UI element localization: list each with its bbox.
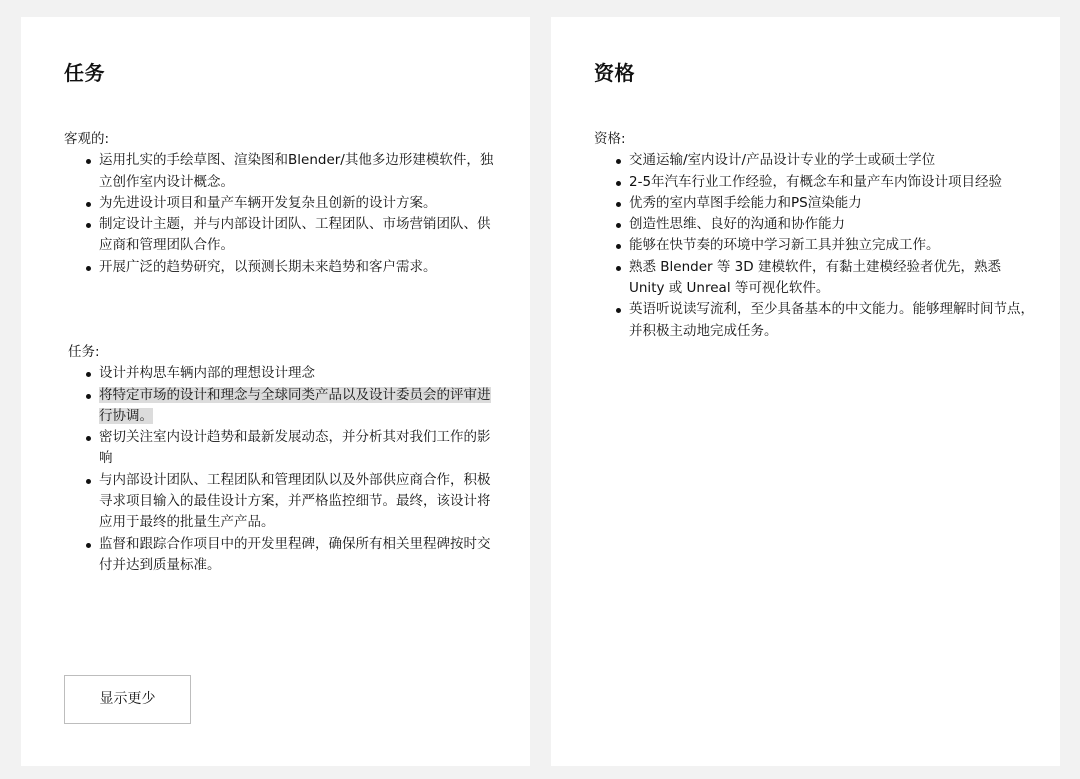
highlighted-text: 将特定市场的设计和理念与全球同类产品以及设计委员会的评审进行协调。 xyxy=(99,386,491,424)
list-item: 制定设计主题，并与内部设计团队、工程团队、市场营销团队、供应商和管理团队合作。 xyxy=(99,214,494,257)
responsibilities-card xyxy=(21,17,530,766)
list-item: 设计并构思车辆内部的理想设计理念 xyxy=(99,363,498,384)
list-item: 英语听说读写流利，至少具备基本的中文能力。能够理解时间节点，并积极主动地完成任务。 xyxy=(629,299,1034,342)
tasks-list xyxy=(68,363,498,576)
list-item xyxy=(99,385,498,428)
list-item: 2-5年汽车行业工作经验，有概念车和量产车内饰设计项目经验 xyxy=(629,172,1034,193)
list-item: 开展广泛的趋势研究，以预测长期未来趋势和客户需求。 xyxy=(99,257,494,278)
show-less-button[interactable]: 显示更少 xyxy=(64,675,191,724)
list-item: 熟悉 Blender 等 3D 建模软件，有黏土建模经验者优先，熟悉 Unity 或 Unreal 等可视化软件。 xyxy=(629,257,1034,300)
list-item: 交通运输/室内设计/产品设计专业的学士或硕士学位 xyxy=(629,150,1034,171)
qualifications-card xyxy=(551,17,1060,766)
list-item: 运用扎实的手绘草图、渲染图和Blender/其他多边形建模软件，独立创作室内设计概念。 xyxy=(99,150,494,193)
qualifications-label: 资格: xyxy=(594,131,626,147)
qualifications-title: 资格 xyxy=(594,61,635,85)
list-item: 为先进设计项目和量产车辆开发复杂且创新的设计方案。 xyxy=(99,193,494,214)
responsibilities-title: 任务 xyxy=(64,61,105,85)
objective-list xyxy=(64,150,494,278)
objective-label: 客观的: xyxy=(64,131,110,147)
qualifications-section xyxy=(594,129,1034,342)
list-item: 监督和跟踪合作项目中的开发里程碑，确保所有相关里程碑按时交付并达到质量标准。 xyxy=(99,534,498,577)
list-item: 与内部设计团队、工程团队和管理团队以及外部供应商合作，积极寻求项目输入的最佳设计方案，并严格监控细节。最终，该设计将应用于最终的批量生产产品。 xyxy=(99,470,498,534)
tasks-label: 任务: xyxy=(68,344,100,360)
list-item: 密切关注室内设计趋势和最新发展动态，并分析其对我们工作的影响 xyxy=(99,427,498,470)
qualifications-list xyxy=(594,150,1034,342)
list-item: 能够在快节奏的环境中学习新工具并独立完成工作。 xyxy=(629,235,1034,256)
list-item: 优秀的室内草图手绘能力和PS渲染能力 xyxy=(629,193,1034,214)
objective-section xyxy=(64,129,494,278)
tasks-section xyxy=(68,342,498,576)
list-item: 创造性思维、良好的沟通和协作能力 xyxy=(629,214,1034,235)
